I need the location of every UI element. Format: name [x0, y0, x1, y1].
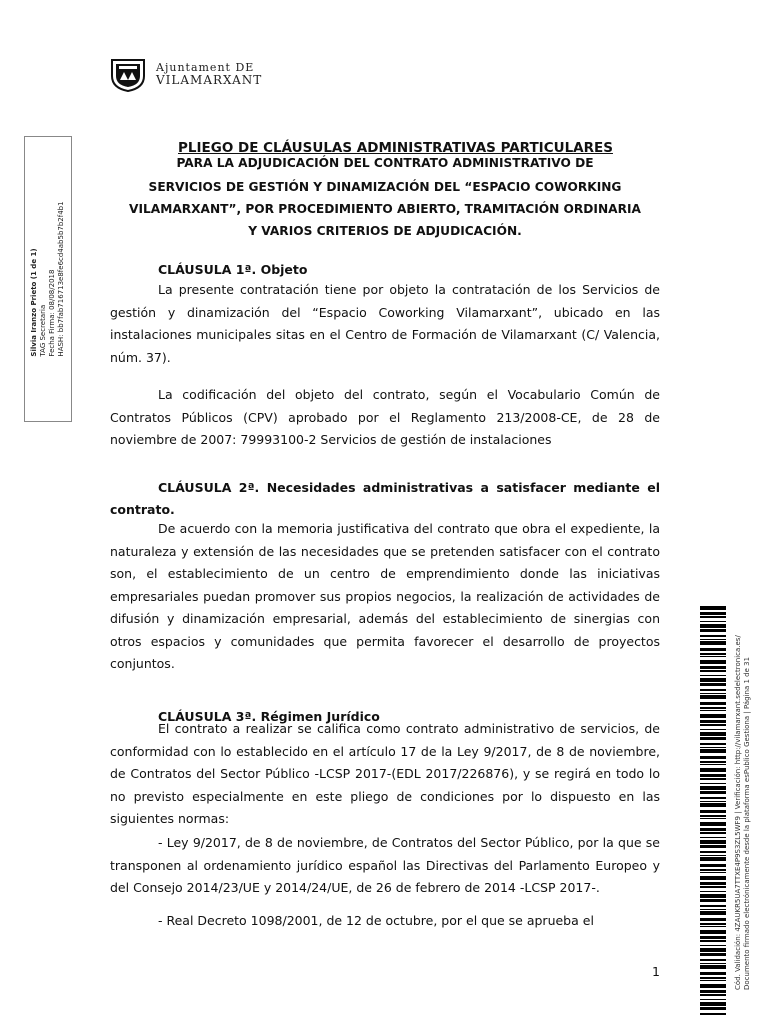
municipal-logo: [108, 56, 262, 92]
clause3-heading: CLÁUSULA 3ª. Régimen Jurídico: [158, 709, 380, 724]
signature-stamp: [24, 136, 72, 422]
title-line-5: Y VARIOS CRITERIOS DE ADJUDICACIÓN.: [248, 224, 522, 238]
org-name-line1: Ajuntament DE: [156, 61, 255, 74]
signature-hash: HASH: bb7fab716713e8fe6cd4ab5b7b2f4b1: [57, 201, 65, 357]
coat-of-arms-icon: [108, 56, 148, 92]
signer-name: Silvia Iranzo Prieto (1 de 1): [30, 248, 38, 357]
clause3-paragraph1: El contrato a realizar se califica como contrato administrativo de servicios, de conformidad con lo establecido en el artículo 17 de la Ley 9/2017, de 8 de noviembre, de Contratos del Sector Público -LCSP 2017-(EDL 2017/226876), y se regirá en todo lo no previsto especialmente en este pliego de condiciones por lo dispuesto en las siguientes normas:: [110, 721, 660, 826]
clause3-paragraph3: - Real Decreto 1098/2001, de 12 de octubre, por el que se aprueba el: [158, 913, 594, 928]
org-name-line2: VILAMARXANT: [156, 73, 263, 87]
title-line-3: SERVICIOS DE GESTIÓN Y DINAMIZACIÓN DEL “ESPACIO COWORKING: [148, 180, 622, 194]
title-line-2: PARA LA ADJUDICACIÓN DEL CONTRATO ADMINISTRATIVO DE: [176, 156, 594, 170]
clause1-heading: CLÁUSULA 1ª. Objeto: [158, 262, 308, 277]
signature-date: Fecha Firma: 08/08/2018: [48, 269, 56, 357]
clause2-heading: CLÁUSULA 2ª. Necesidades administrativas a satisfacer mediante el contrato.: [110, 480, 660, 517]
clause1-paragraph1: La presente contratación tiene por objeto la contratación de los Servicios de gestión y dinamización del “Espacio Coworking Vilamarxant”, ubicado en las instalaciones municipales sitas en el Centro de Formación de Vilamarxant (C/ Valencia, núm. 37).: [110, 282, 660, 365]
clause1-paragraph2: La codificación del objeto del contrato, según el Vocabulario Común de Contratos Públicos (CPV) aprobado por el Reglamento 213/2008-CE, de 28 de noviembre de 2007: 79993100-2 Servicios de gestión de instalaciones: [110, 387, 660, 447]
page-number: 1: [652, 964, 660, 979]
barcode: [700, 606, 726, 1016]
clause2-paragraph1: De acuerdo con la memoria justificativa del contrato que obra el expediente, la naturaleza y extensión de las necesidades que se pretenden satisfacer con el contrato son, el establecimiento de un centro de emprendimiento donde las iniciativas empresariales puedan promover sus propios negocios, la realización de actividades de difusión y dinamización empresarial, además del establecimiento de sinergias con otros espacios y comunidades que permita favorecer el desarrollo de proyectos conjuntos.: [110, 521, 660, 671]
clause3-paragraph2: - Ley 9/2017, de 8 de noviembre, de Contratos del Sector Público, por la que se transponen al ordenamiento jurídico español las Directivas del Parlamento Europeo y del Consejo 2014/23/UE y 2014/24/UE, de 26 de febrero de 2014 -LCSP 2017-.: [110, 835, 660, 895]
document-title: PLIEGO DE CLÁUSULAS ADMINISTRATIVAS PARTICULARES: [178, 140, 613, 156]
title-line-4: VILAMARXANT”, POR PROCEDIMIENTO ABIERTO, TRAMITACIÓN ORDINARIA: [129, 202, 641, 216]
signer-role: TAG Secretaria: [39, 304, 47, 357]
verification-line2: Documento firmado electrónicamente desde la plataforma esPublico Gestiona | Página 1 de 31: [743, 656, 751, 990]
verification-line1: Cód. Validación: 4ZAUKR5UA7TTXE4P9S3ZL5WF9 | Verificación: http://vilamarxant.sedelectronica.es/: [734, 635, 742, 990]
verification-text: [734, 635, 752, 990]
